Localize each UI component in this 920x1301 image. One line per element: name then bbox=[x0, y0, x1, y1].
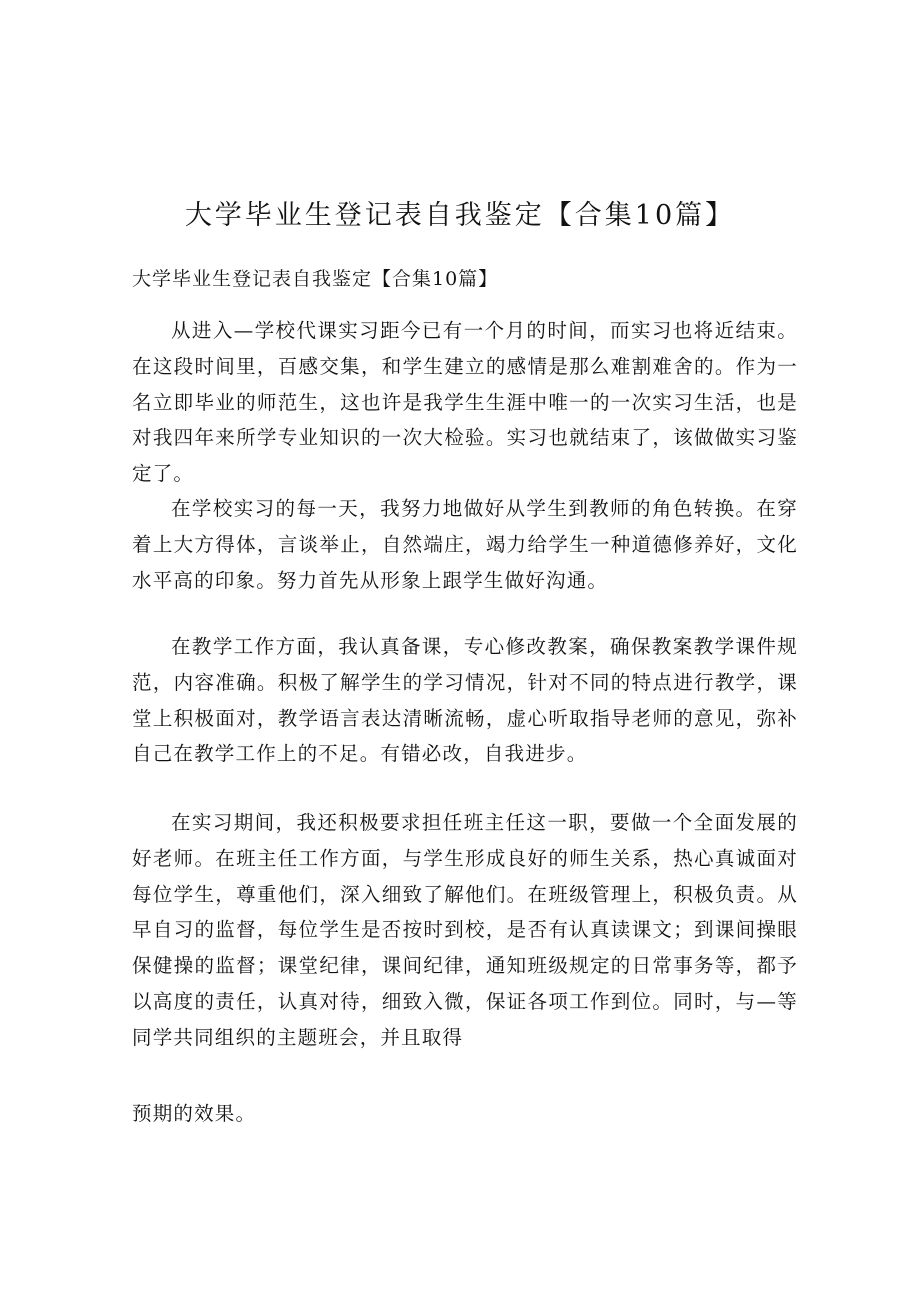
paragraph-1: 从进入—学校代课实习距今已有一个月的时间，而实习也将近结束。在这段时间里，百感交集，和学生建立的感情是那么难割难舍的。作为一名立即毕业的师范生，这也许是我学生生涯中唯一的一次实习生活，也是对我四年来所学专业知识的一次大检验。实习也就结束了，该做做实习鉴定了。 bbox=[132, 319, 798, 486]
document-subtitle: 大学毕业生登记表自我鉴定【合集10篇】 bbox=[132, 268, 499, 290]
paragraph-2: 在学校实习的每一天，我努力地做好从学生到教师的角色转换。在穿着上大方得体，言谈举止，自然端庄，竭力给学生一种道德修养好，文化水平高的印象。努力首先从形象上跟学生做好沟通。 bbox=[132, 497, 798, 592]
document-title: 大学毕业生登记表自我鉴定【合集10篇】 bbox=[184, 200, 736, 231]
paragraph-tail-line: 预期的效果。 bbox=[132, 1102, 257, 1125]
paragraph-4: 在实习期间，我还积极要求担任班主任这一职，要做一个全面发展的好老师。在班主任工作方面，与学生形成良好的师生关系，热心真诚面对每位学生，尊重他们，深入细致了解他们。在班级管理上，积极负责。从早自习的监督，每位学生是否按时到校，是否有认真读课文；到课间操眼保健操的监督；课堂纪律，课间纪律，通知班级规定的日常事务等，都予以高度的责任，认真对待，细致入微，保证各项工作到位。同时，与—等同学共同组织的主题班会，并且取得 bbox=[132, 811, 798, 1049]
paragraph-3: 在教学工作方面，我认真备课，专心修改教案，确保教案教学课件规范，内容准确。积极了解学生的学习情况，针对不同的特点进行教学，课堂上积极面对，教学语言表达清晰流畅，虚心听取指导老师的意见，弥补自己在教学工作上的不足。有错必改，自我进步。 bbox=[132, 635, 798, 766]
